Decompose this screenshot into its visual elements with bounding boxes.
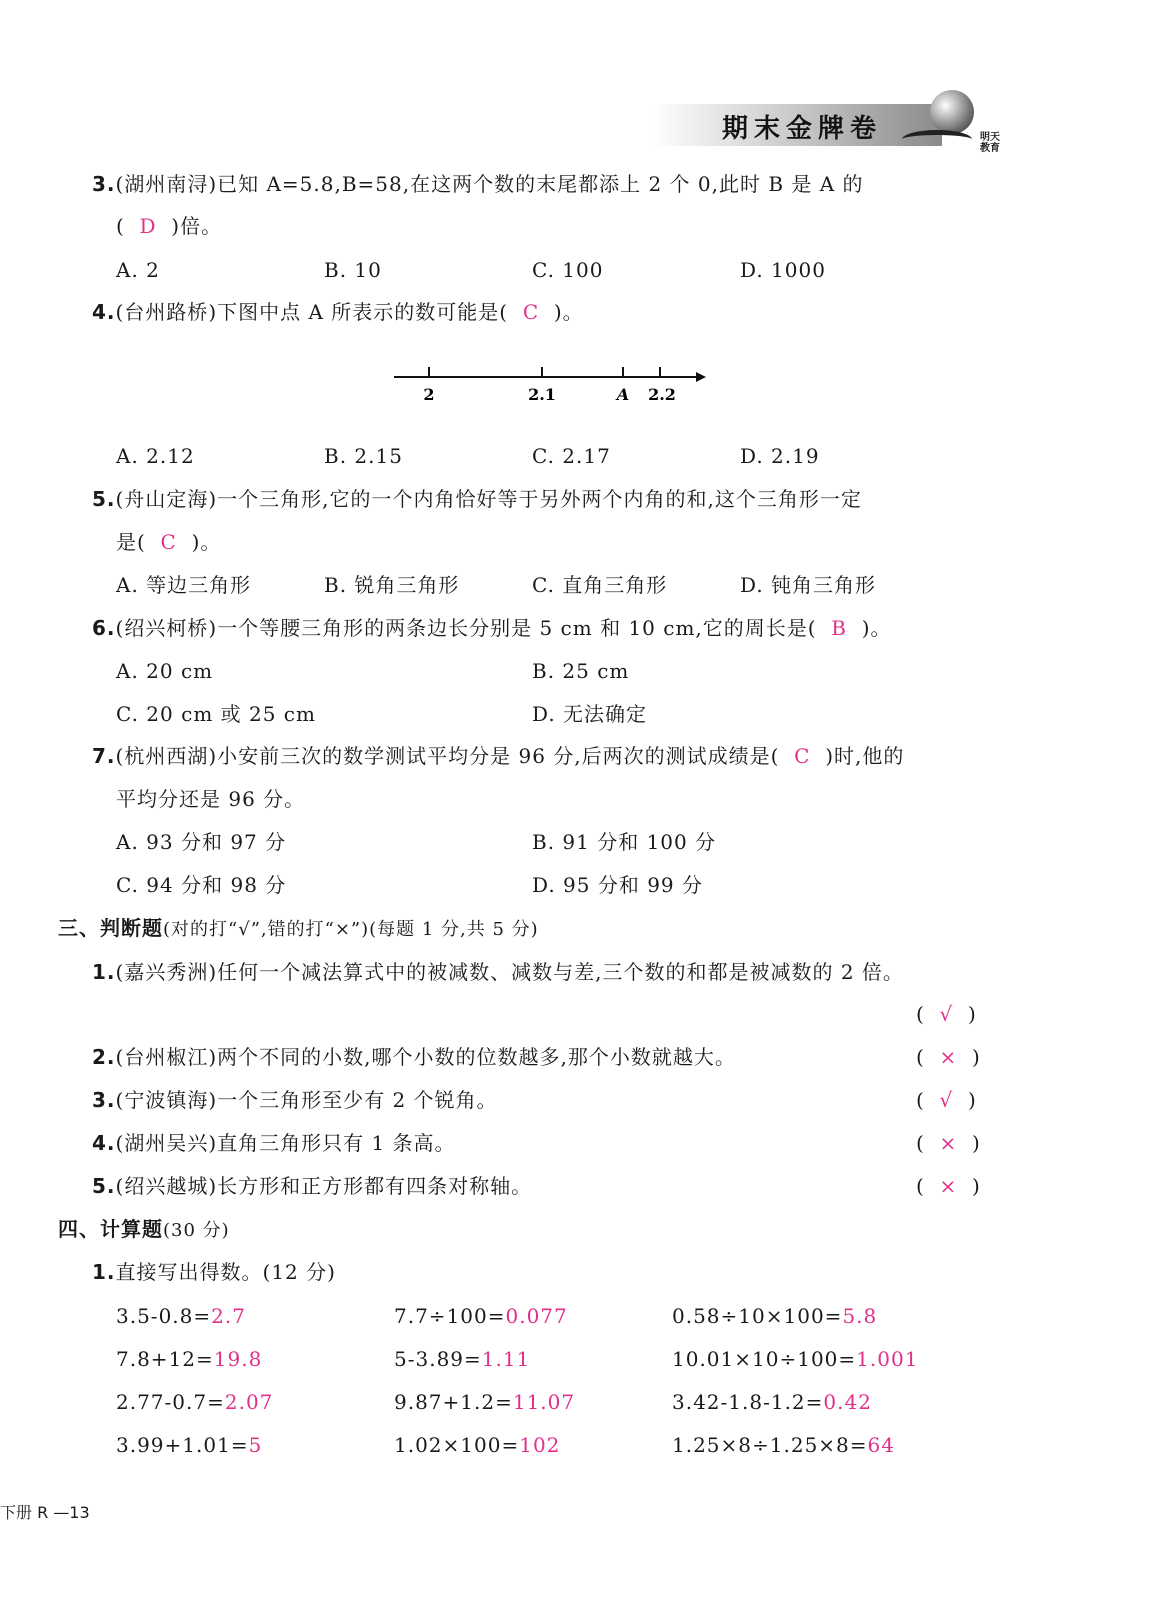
q3-number: 3. <box>92 172 116 196</box>
q7-option-a: A. 93 分和 97 分 <box>116 830 287 854</box>
axis-label-a: A <box>616 385 630 404</box>
q5-line1 <box>92 489 862 509</box>
q7-answer: C <box>794 744 811 768</box>
judge-answer-3: ( √ ) <box>916 1088 977 1112</box>
q6-text: (绍兴柯桥)一个等腰三角形的两条边长分别是 5 cm 和 10 cm,它的周长是( <box>115 616 817 640</box>
section4-note: (30 分) <box>163 1220 230 1241</box>
q7-option-d: D. 95 分和 99 分 <box>532 873 704 897</box>
q5-line2: 是( C )。 <box>116 530 222 554</box>
q5-option-b: B. 锐角三角形 <box>324 573 460 597</box>
q3-option-a: A. 2 <box>116 258 160 282</box>
q7-option-c: C. 94 分和 98 分 <box>116 873 287 897</box>
q4-line <box>92 302 584 322</box>
axis-label-2: 2 <box>423 385 435 404</box>
section3-title: 三、判断题 <box>58 916 163 940</box>
calc-item: 3.99+1.01=5 <box>116 1433 263 1457</box>
calc-item: 9.87+1.2=11.07 <box>394 1390 576 1414</box>
q7-option-b: B. 91 分和 100 分 <box>532 830 717 854</box>
q5-text: (舟山定海)一个三角形,它的一个内角恰好等于另外两个内角的和,这个三角形一定 <box>115 487 862 511</box>
judge-item-3: 3.(宁波镇海)一个三角形至少有 2 个锐角。 <box>92 1088 498 1112</box>
number-line-arrow-icon <box>696 372 706 382</box>
page-footer: 下册 R —13 <box>0 1503 90 1522</box>
q3-line1 <box>92 174 864 194</box>
judge-answer-4: ( × ) <box>916 1131 981 1155</box>
judge-answer-2: ( × ) <box>916 1045 981 1069</box>
q3-line2: ( D )倍。 <box>116 214 223 238</box>
judge-item-1: 1.(嘉兴秀洲)任何一个减法算式中的被减数、减数与差,三个数的和都是被减数的 2 倍。 <box>92 960 904 984</box>
judge-item-2: 2.(台州椒江)两个不同的小数,哪个小数的位数越多,那个小数就越大。 <box>92 1045 736 1069</box>
q3-tail: )倍。 <box>171 214 223 238</box>
q3-option-c: C. 100 <box>532 258 604 282</box>
q4-option-b: B. 2.15 <box>324 444 403 468</box>
calc-item: 1.25×8÷1.25×8=64 <box>672 1433 895 1457</box>
q4-option-d: D. 2.19 <box>740 444 820 468</box>
q5-number: 5. <box>92 487 116 511</box>
q5-option-a: A. 等边三角形 <box>116 573 252 597</box>
calc-item: 7.8+12=19.8 <box>116 1347 263 1371</box>
q6-line: 6.(绍兴柯桥)一个等腰三角形的两条边长分别是 5 cm 和 10 cm,它的周长是( B )。 <box>92 616 892 640</box>
q3-option-d: D. 1000 <box>740 258 826 282</box>
q7-number: 7. <box>92 744 116 768</box>
calc-item: 10.01×10÷100=1.001 <box>672 1347 919 1371</box>
q4-text: (台州路桥)下图中点 A 所表示的数可能是( <box>115 300 509 324</box>
section4-heading <box>58 1219 230 1240</box>
q5-option-c: C. 直角三角形 <box>532 573 668 597</box>
logo-sphere-icon <box>930 90 974 134</box>
calc-item: 5-3.89=1.11 <box>394 1347 531 1371</box>
q3-option-b: B. 10 <box>324 258 382 282</box>
section4-subtitle: 1.直接写出得数。(12 分) <box>92 1260 336 1284</box>
number-line-figure <box>390 360 710 410</box>
judge-item-5: 5.(绍兴越城)长方形和正方形都有四条对称轴。 <box>92 1174 533 1198</box>
calc-item: 1.02×100=102 <box>394 1433 561 1457</box>
q6-option-b: B. 25 cm <box>532 659 630 683</box>
q4-option-a: A. 2.12 <box>116 444 195 468</box>
q6-number: 6. <box>92 616 116 640</box>
header-banner <box>652 82 1012 152</box>
q3-answer: D <box>139 214 157 238</box>
section4-title: 四、计算题 <box>58 1217 163 1241</box>
q6-option-c: C. 20 cm 或 25 cm <box>116 702 316 726</box>
calc-item: 3.42-1.8-1.2=0.42 <box>672 1390 872 1414</box>
axis-label-2-1: 2.1 <box>528 385 556 404</box>
q6-option-d: D. 无法确定 <box>532 702 648 726</box>
judge-answer-1: ( √ ) <box>916 1002 977 1026</box>
q4-answer: C <box>522 300 540 324</box>
section3-note: (对的打“√”,错的打“×”)(每题 1 分,共 5 分) <box>163 919 539 940</box>
judge-answer-5: ( × ) <box>916 1174 981 1198</box>
calc-item: 3.5-0.8=2.7 <box>116 1304 246 1328</box>
q4-number: 4. <box>92 300 116 324</box>
logo-text: 明天教育 <box>980 132 1000 154</box>
q7-text: (杭州西湖)小安前三次的数学测试平均分是 96 分,后两次的测试成绩是( <box>115 744 780 768</box>
calc-item: 2.77-0.7=2.07 <box>116 1390 274 1414</box>
q7-line1: 7.(杭州西湖)小安前三次的数学测试平均分是 96 分,后两次的测试成绩是( C )时,他的 <box>92 744 905 768</box>
q5-answer: C <box>160 530 177 554</box>
section3-heading <box>58 918 539 939</box>
q6-option-a: A. 20 cm <box>116 659 214 683</box>
q4-tail: )。 <box>553 300 584 324</box>
q4-option-c: C. 2.17 <box>532 444 611 468</box>
calc-item: 0.58÷10×100=5.8 <box>672 1304 878 1328</box>
q5-option-d: D. 钝角三角形 <box>740 573 877 597</box>
q7-line2: 平均分还是 96 分。 <box>116 787 306 811</box>
axis-label-2-2: 2.2 <box>648 385 676 404</box>
q6-answer: B <box>831 616 847 640</box>
logo-swoosh-icon <box>902 130 972 149</box>
calc-item: 7.7÷100=0.077 <box>394 1304 568 1328</box>
judge-item-4: 4.(湖州吴兴)直角三角形只有 1 条高。 <box>92 1131 456 1155</box>
page-title: 期末金牌卷 <box>722 114 883 144</box>
q3-text: (湖州南浔)已知 A=5.8,B=58,在这两个数的末尾都添上 2 个 0,此时 B 是 A 的 <box>115 172 864 196</box>
